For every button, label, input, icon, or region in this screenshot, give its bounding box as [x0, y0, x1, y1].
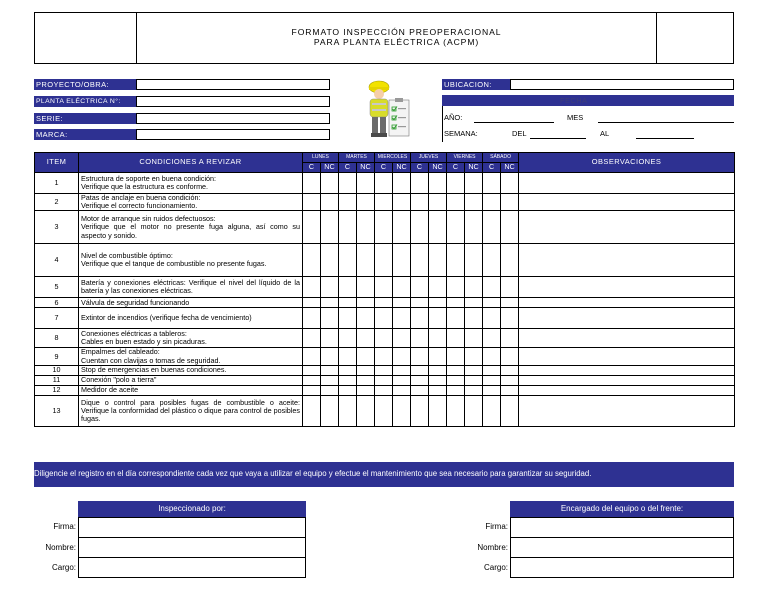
item-number: 8: [35, 329, 79, 348]
title-line-1: FORMATO INSPECCIÓN PREOPERACIONAL: [291, 27, 502, 37]
nc-check-cell[interactable]: [393, 173, 411, 194]
item-number: 12: [35, 385, 79, 395]
condition-text: Extintor de incendios (verifique fecha de vencimiento): [79, 308, 303, 329]
condition-text: Empalmes del cableado: Cuentan con clavijas o tomas de seguridad.: [79, 348, 303, 365]
c-check-cell[interactable]: [375, 194, 393, 211]
c-check-cell[interactable]: [483, 365, 501, 375]
c-label: C: [303, 163, 321, 173]
c-check-cell[interactable]: [303, 308, 321, 329]
firma-label-left: Firma:: [53, 522, 76, 531]
c-check-cell[interactable]: [339, 277, 357, 298]
nc-check-cell[interactable]: [429, 375, 447, 385]
c-check-cell[interactable]: [483, 375, 501, 385]
nc-check-cell[interactable]: [429, 277, 447, 298]
c-check-cell[interactable]: [339, 211, 357, 244]
nc-check-cell[interactable]: [357, 277, 375, 298]
c-check-cell[interactable]: [339, 395, 357, 426]
nc-check-cell[interactable]: [465, 365, 483, 375]
observation-cell[interactable]: [519, 329, 735, 348]
proyecto-field[interactable]: [136, 79, 330, 90]
cargo-field-right[interactable]: [510, 557, 734, 578]
nc-check-cell[interactable]: [321, 385, 339, 395]
c-check-cell[interactable]: [411, 194, 429, 211]
c-check-cell[interactable]: [303, 298, 321, 308]
nc-check-cell[interactable]: [357, 395, 375, 426]
c-check-cell[interactable]: [375, 298, 393, 308]
nc-check-cell[interactable]: [357, 329, 375, 348]
nombre-field-right[interactable]: [510, 537, 734, 558]
condition-text: Dique o control para posibles fugas de combustible o aceite: Verifique la conformidad del plástico o dique para control de posibles fugas.: [79, 395, 303, 426]
c-check-cell[interactable]: [447, 329, 465, 348]
nombre-label-right: Nombre:: [477, 543, 508, 552]
c-check-cell[interactable]: [339, 385, 357, 395]
nc-check-cell[interactable]: [357, 244, 375, 277]
c-check-cell[interactable]: [303, 173, 321, 194]
c-check-cell[interactable]: [375, 173, 393, 194]
nc-check-cell[interactable]: [501, 277, 519, 298]
c-check-cell[interactable]: [375, 211, 393, 244]
inspector-illustration-icon: [362, 74, 412, 142]
day-martes: MARTES: [339, 153, 375, 163]
observation-cell[interactable]: [519, 277, 735, 298]
observation-cell[interactable]: [519, 173, 735, 194]
nc-check-cell[interactable]: [393, 298, 411, 308]
c-check-cell[interactable]: [483, 277, 501, 298]
nc-check-cell[interactable]: [429, 194, 447, 211]
observation-cell[interactable]: [519, 298, 735, 308]
c-label: C: [375, 163, 393, 173]
table-row: [35, 385, 735, 395]
c-check-cell[interactable]: [483, 244, 501, 277]
item-number: 7: [35, 308, 79, 329]
nc-check-cell[interactable]: [501, 385, 519, 395]
del-line[interactable]: [530, 138, 586, 139]
nc-check-cell[interactable]: [321, 329, 339, 348]
nc-label: NC: [465, 163, 483, 173]
ubicacion-field[interactable]: [510, 79, 734, 90]
item-number: 9: [35, 348, 79, 365]
ano-line[interactable]: [474, 122, 554, 123]
table-row: [35, 365, 735, 375]
c-check-cell[interactable]: [411, 298, 429, 308]
nc-check-cell[interactable]: [501, 365, 519, 375]
c-check-cell[interactable]: [483, 329, 501, 348]
c-check-cell[interactable]: [339, 365, 357, 375]
col-obs-header: OBSERVACIONES: [519, 153, 735, 173]
item-number: 1: [35, 173, 79, 194]
nc-check-cell[interactable]: [357, 211, 375, 244]
nc-check-cell[interactable]: [465, 277, 483, 298]
c-label: C: [447, 163, 465, 173]
item-number: 2: [35, 194, 79, 211]
c-check-cell[interactable]: [411, 365, 429, 375]
ubicacion-label: UBICACION:: [442, 79, 510, 90]
observation-cell[interactable]: [519, 308, 735, 329]
nc-check-cell[interactable]: [501, 375, 519, 385]
inspected-by-title: Inspeccionado por:: [78, 501, 306, 517]
c-check-cell[interactable]: [375, 365, 393, 375]
condition-text: Estructura de soporte en buena condición: Verifique que la estructura es conforme.: [79, 173, 303, 194]
col-conditions-header: CONDICIONES A REVIZAR: [79, 153, 303, 173]
observation-cell[interactable]: [519, 385, 735, 395]
c-check-cell[interactable]: [483, 194, 501, 211]
c-check-cell[interactable]: [447, 194, 465, 211]
nc-check-cell[interactable]: [357, 348, 375, 365]
cargo-label-left: Cargo:: [51, 563, 76, 572]
fecha-label: FECHA: [560, 96, 588, 105]
c-check-cell[interactable]: [447, 385, 465, 395]
c-check-cell[interactable]: [447, 365, 465, 375]
nc-check-cell[interactable]: [393, 277, 411, 298]
condition-text: Motor de arranque sin ruidos defectuosos: Verifique que el motor no presente fuga alguna, así como su aspecto y sonido.: [79, 211, 303, 244]
condition-text: Conexión "polo a tierra": [79, 375, 303, 385]
nc-check-cell[interactable]: [429, 348, 447, 365]
nc-check-cell[interactable]: [321, 375, 339, 385]
nc-check-cell[interactable]: [501, 173, 519, 194]
c-check-cell[interactable]: [411, 329, 429, 348]
nc-label: NC: [357, 163, 375, 173]
day-miercoles: MIERCOLES: [375, 153, 411, 163]
nc-check-cell[interactable]: [465, 395, 483, 426]
ano-label: AÑO:: [444, 113, 463, 122]
observation-cell[interactable]: [519, 395, 735, 426]
c-check-cell[interactable]: [411, 348, 429, 365]
semana-label: SEMANA:: [444, 129, 478, 138]
c-check-cell[interactable]: [303, 211, 321, 244]
c-check-cell[interactable]: [375, 244, 393, 277]
condition-text: Medidor de aceite: [79, 385, 303, 395]
c-check-cell[interactable]: [483, 385, 501, 395]
nc-check-cell[interactable]: [357, 375, 375, 385]
nc-check-cell[interactable]: [465, 194, 483, 211]
condition-text: Stop de emergencias en buenas condiciones.: [79, 365, 303, 375]
nc-check-cell[interactable]: [393, 244, 411, 277]
al-label: AL: [600, 129, 610, 138]
c-check-cell[interactable]: [375, 395, 393, 426]
c-check-cell[interactable]: [483, 348, 501, 365]
c-check-cell[interactable]: [411, 211, 429, 244]
nombre-field-left[interactable]: [78, 537, 306, 558]
table-row: [35, 173, 735, 194]
nc-label: NC: [393, 163, 411, 173]
c-check-cell[interactable]: [483, 173, 501, 194]
c-check-cell[interactable]: [375, 348, 393, 365]
nc-check-cell[interactable]: [501, 395, 519, 426]
item-number: 4: [35, 244, 79, 277]
notice-text: Diligencie el registro en el día correspondiente cada vez que vaya a utilizar el equipo y efectue el mantenimiento que sea necesario para garantizar su seguridad.: [34, 469, 592, 478]
c-check-cell[interactable]: [375, 385, 393, 395]
table-row: [35, 211, 735, 244]
cargo-label-right: Cargo:: [483, 563, 508, 572]
nc-check-cell[interactable]: [321, 395, 339, 426]
nc-check-cell[interactable]: [393, 375, 411, 385]
c-check-cell[interactable]: [447, 173, 465, 194]
condition-text: Válvula de seguridad funcionando: [79, 298, 303, 308]
date-area: [442, 106, 734, 142]
nc-check-cell[interactable]: [501, 194, 519, 211]
nc-check-cell[interactable]: [429, 395, 447, 426]
item-number: 13: [35, 395, 79, 426]
nc-check-cell[interactable]: [393, 365, 411, 375]
nc-check-cell[interactable]: [465, 375, 483, 385]
c-check-cell[interactable]: [303, 244, 321, 277]
c-check-cell[interactable]: [411, 385, 429, 395]
nc-check-cell[interactable]: [429, 329, 447, 348]
mes-line[interactable]: [598, 122, 734, 123]
c-check-cell[interactable]: [447, 348, 465, 365]
item-number: 5: [35, 277, 79, 298]
del-label: DEL: [512, 129, 527, 138]
marca-label: MARCA:: [34, 129, 136, 140]
c-check-cell[interactable]: [303, 385, 321, 395]
table-row: [35, 395, 735, 426]
nc-check-cell[interactable]: [321, 365, 339, 375]
c-check-cell[interactable]: [447, 375, 465, 385]
serie-label: SERIE:: [34, 113, 136, 124]
nc-check-cell[interactable]: [393, 194, 411, 211]
nc-check-cell[interactable]: [429, 365, 447, 375]
table-row: [35, 329, 735, 348]
c-label: C: [411, 163, 429, 173]
observation-cell[interactable]: [519, 194, 735, 211]
nc-check-cell[interactable]: [393, 211, 411, 244]
nc-check-cell[interactable]: [429, 308, 447, 329]
condition-text: Patas de anclaje en buena condición: Verifique el correcto funcionamiento.: [79, 194, 303, 211]
nc-check-cell[interactable]: [357, 365, 375, 375]
nc-check-cell[interactable]: [321, 211, 339, 244]
nc-check-cell[interactable]: [465, 211, 483, 244]
nc-check-cell[interactable]: [321, 173, 339, 194]
c-check-cell[interactable]: [339, 348, 357, 365]
item-number: 11: [35, 375, 79, 385]
nc-check-cell[interactable]: [465, 348, 483, 365]
observation-cell[interactable]: [519, 211, 735, 244]
day-lunes: LUNES: [303, 153, 339, 163]
nc-check-cell[interactable]: [501, 244, 519, 277]
item-number: 10: [35, 365, 79, 375]
c-check-cell[interactable]: [411, 244, 429, 277]
c-check-cell[interactable]: [339, 308, 357, 329]
table-row: [35, 194, 735, 211]
nc-check-cell[interactable]: [429, 211, 447, 244]
c-check-cell[interactable]: [375, 329, 393, 348]
code-cell: [656, 12, 657, 64]
c-check-cell[interactable]: [339, 298, 357, 308]
c-check-cell[interactable]: [447, 277, 465, 298]
c-check-cell[interactable]: [303, 194, 321, 211]
c-check-cell[interactable]: [447, 244, 465, 277]
c-check-cell[interactable]: [375, 375, 393, 385]
nc-check-cell[interactable]: [321, 194, 339, 211]
nc-check-cell[interactable]: [465, 308, 483, 329]
condition-text: Conexiones eléctricas a tableros: Cables en buen estado y sin picaduras.: [79, 329, 303, 348]
nc-check-cell[interactable]: [429, 298, 447, 308]
c-check-cell[interactable]: [339, 329, 357, 348]
nc-check-cell[interactable]: [465, 385, 483, 395]
c-check-cell[interactable]: [303, 375, 321, 385]
responsible-title: Encargado del equipo o del frente:: [510, 501, 734, 517]
c-check-cell[interactable]: [303, 395, 321, 426]
c-check-cell[interactable]: [375, 308, 393, 329]
mes-label: MES: [567, 113, 584, 122]
nc-check-cell[interactable]: [501, 298, 519, 308]
nc-check-cell[interactable]: [501, 329, 519, 348]
nc-check-cell[interactable]: [357, 298, 375, 308]
nc-check-cell[interactable]: [501, 308, 519, 329]
nc-check-cell[interactable]: [393, 308, 411, 329]
table-row: [35, 244, 735, 277]
c-check-cell[interactable]: [303, 348, 321, 365]
nc-check-cell[interactable]: [429, 244, 447, 277]
day-viernes: VIERNES: [447, 153, 483, 163]
nc-label: NC: [321, 163, 339, 173]
day-jueves: JUEVES: [411, 153, 447, 163]
nc-check-cell[interactable]: [429, 385, 447, 395]
observation-cell[interactable]: [519, 348, 735, 365]
c-check-cell[interactable]: [483, 211, 501, 244]
nc-check-cell[interactable]: [429, 173, 447, 194]
title-line-2: PARA PLANTA ELÉCTRICA (ACPM): [313, 37, 480, 47]
c-check-cell[interactable]: [375, 277, 393, 298]
marca-field[interactable]: [136, 129, 330, 140]
checklist-table: [34, 152, 735, 427]
day-sabado: SÁBADO: [483, 153, 519, 163]
nc-label: NC: [429, 163, 447, 173]
nc-check-cell[interactable]: [465, 298, 483, 308]
nc-check-cell[interactable]: [393, 385, 411, 395]
nc-check-cell[interactable]: [465, 173, 483, 194]
observation-cell[interactable]: [519, 244, 735, 277]
c-check-cell[interactable]: [411, 395, 429, 426]
c-check-cell[interactable]: [483, 308, 501, 329]
nc-check-cell[interactable]: [321, 298, 339, 308]
nc-check-cell[interactable]: [357, 173, 375, 194]
item-number: 6: [35, 298, 79, 308]
c-check-cell[interactable]: [303, 365, 321, 375]
nc-check-cell[interactable]: [357, 308, 375, 329]
al-line[interactable]: [636, 138, 694, 139]
table-row: [35, 308, 735, 329]
nc-label: NC: [501, 163, 519, 173]
firma-field-left[interactable]: [78, 517, 306, 538]
page-title: [137, 27, 656, 47]
condition-text: Nivel de combustible óptimo: Verifique que el tanque de combustible no presente fugas.: [79, 244, 303, 277]
table-row: [35, 277, 735, 298]
nombre-label-left: Nombre:: [45, 543, 76, 552]
c-check-cell[interactable]: [339, 375, 357, 385]
c-check-cell[interactable]: [339, 194, 357, 211]
observation-cell[interactable]: [519, 365, 735, 375]
c-check-cell[interactable]: [411, 375, 429, 385]
c-check-cell[interactable]: [483, 395, 501, 426]
c-check-cell[interactable]: [447, 308, 465, 329]
observation-cell[interactable]: [519, 375, 735, 385]
nc-check-cell[interactable]: [321, 277, 339, 298]
nc-check-cell[interactable]: [357, 194, 375, 211]
planta-field[interactable]: [136, 96, 330, 107]
c-label: C: [339, 163, 357, 173]
c-check-cell[interactable]: [411, 277, 429, 298]
nc-check-cell[interactable]: [465, 244, 483, 277]
c-check-cell[interactable]: [411, 308, 429, 329]
nc-check-cell[interactable]: [501, 211, 519, 244]
nc-check-cell[interactable]: [321, 244, 339, 277]
nc-check-cell[interactable]: [501, 348, 519, 365]
table-row: [35, 348, 735, 365]
nc-check-cell[interactable]: [321, 348, 339, 365]
col-item-header: ITEM: [35, 153, 79, 173]
cargo-field-left[interactable]: [78, 557, 306, 578]
c-check-cell[interactable]: [339, 173, 357, 194]
c-check-cell[interactable]: [303, 329, 321, 348]
c-check-cell[interactable]: [447, 298, 465, 308]
nc-check-cell[interactable]: [321, 308, 339, 329]
nc-check-cell[interactable]: [465, 329, 483, 348]
item-number: 3: [35, 211, 79, 244]
table-row: [35, 375, 735, 385]
c-check-cell[interactable]: [339, 244, 357, 277]
c-check-cell[interactable]: [483, 298, 501, 308]
nc-check-cell[interactable]: [393, 395, 411, 426]
c-label: C: [483, 163, 501, 173]
c-check-cell[interactable]: [303, 277, 321, 298]
firma-label-right: Firma:: [485, 522, 508, 531]
c-check-cell[interactable]: [411, 173, 429, 194]
c-check-cell[interactable]: [447, 395, 465, 426]
planta-label: PLANTA ELÉCTRICA N°:: [34, 96, 136, 107]
table-row: [35, 298, 735, 308]
serie-field[interactable]: [136, 113, 330, 124]
nc-check-cell[interactable]: [357, 385, 375, 395]
condition-text: Batería y conexiones eléctricas: Verifique el nivel del líquido de la batería y las conexiones eléctricas.: [79, 277, 303, 298]
logo-cell: [34, 12, 137, 64]
c-check-cell[interactable]: [447, 211, 465, 244]
nc-check-cell[interactable]: [393, 329, 411, 348]
proyecto-label: PROYECTO/OBRA:: [34, 79, 136, 90]
firma-field-right[interactable]: [510, 517, 734, 538]
nc-check-cell[interactable]: [393, 348, 411, 365]
